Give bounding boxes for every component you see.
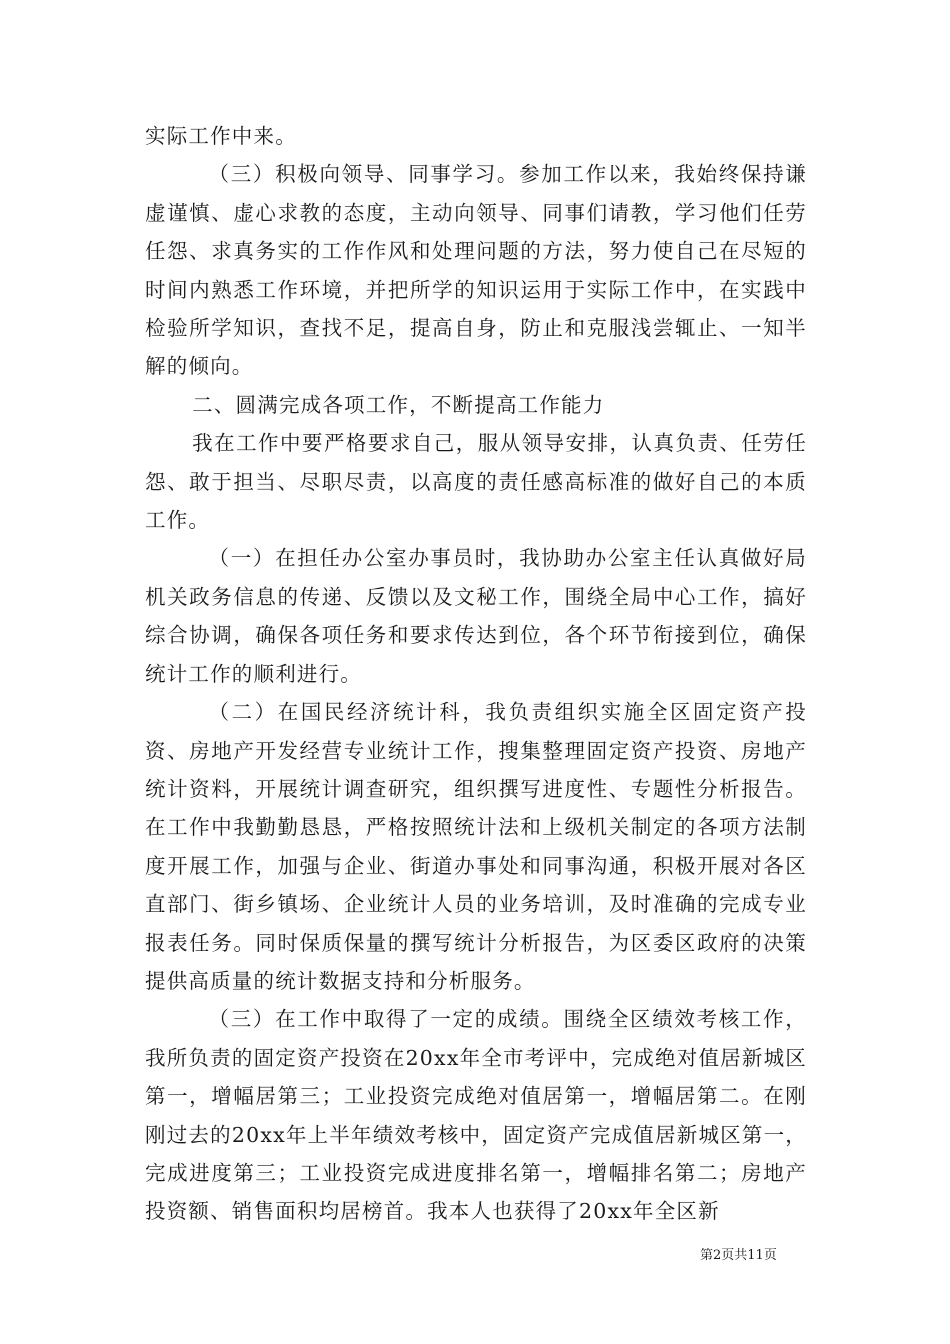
paragraph-achievements: （三）在工作中取得了一定的成绩。围绕全区绩效考核工作，我所负责的固定资产投资在20xx年全市考评中，完成绝对值居新城区第一，增幅居第三；工业投资完成绝对值居第一，增幅居第二。在刚刚过去的20xx年上半年绩效考核中，固定资产完成值居新城区第一，完成进度第三；工业投资完成进度排名第一，增幅排名第二；房地产投资额、销售面积均居榜首。我本人也获得了20xx年全区新 <box>145 1007 807 1224</box>
paragraph-work-attitude: 我在工作中要严格要求自己，服从领导安排，认真负责、任劳任怨、敢于担当、尽职尽责，以高度的责任感高标准的做好自己的本质工作。 <box>145 431 807 533</box>
paragraph-office-clerk: （一）在担任办公室办事员时，我协助办公室主任认真做好局机关政务信息的传递、反馈以及文秘工作，围绕全局中心工作，搞好综合协调，确保各项任务和要求传达到位，各个环节衔接到位，确保统计工作的顺利进行。 <box>145 546 807 686</box>
paragraph-statistics-dept: （二）在国民经济统计科，我负责组织实施全区固定资产投资、房地产开发经营专业统计工作，搜集整理固定资产投资、房地产统计资料，开展统计调查研究，组织撰写进度性、专题性分析报告。在工作中我勤勤恳恳，严格按照统计法和上级机关制定的各项方法制度开展工作，加强与企业、街道办事处和同事沟通，积极开展对各区直部门、街乡镇场、企业统计人员的业务培训，及时准确的完成专业报表任务。同时保质保量的撰写统计分析报告，为区委区政府的决策提供高质量的统计数据支持和分析服务。 <box>145 700 807 993</box>
paragraph-continuation: 实际工作中来。 <box>145 124 297 148</box>
document-body <box>145 117 807 1231</box>
paragraph-learning: （三）积极向领导、同事学习。参加工作以来，我始终保持谦虚谨慎、虚心求教的态度，主动向领导、同事们请教，学习他们任劳任怨、求真务实的工作作风和处理问题的方法，努力使自己在尽短的时间内熟悉工作环境，并把所学的知识运用于实际工作中，在实践中检验所学知识，查找不足，提高自身，防止和克服浅尝辄止、一知半解的倾向。 <box>145 162 807 379</box>
section-heading-two: 二、圆满完成各项工作，不断提高工作能力 <box>192 392 605 417</box>
page-number-footer: 第2页共11页 <box>700 1248 777 1263</box>
